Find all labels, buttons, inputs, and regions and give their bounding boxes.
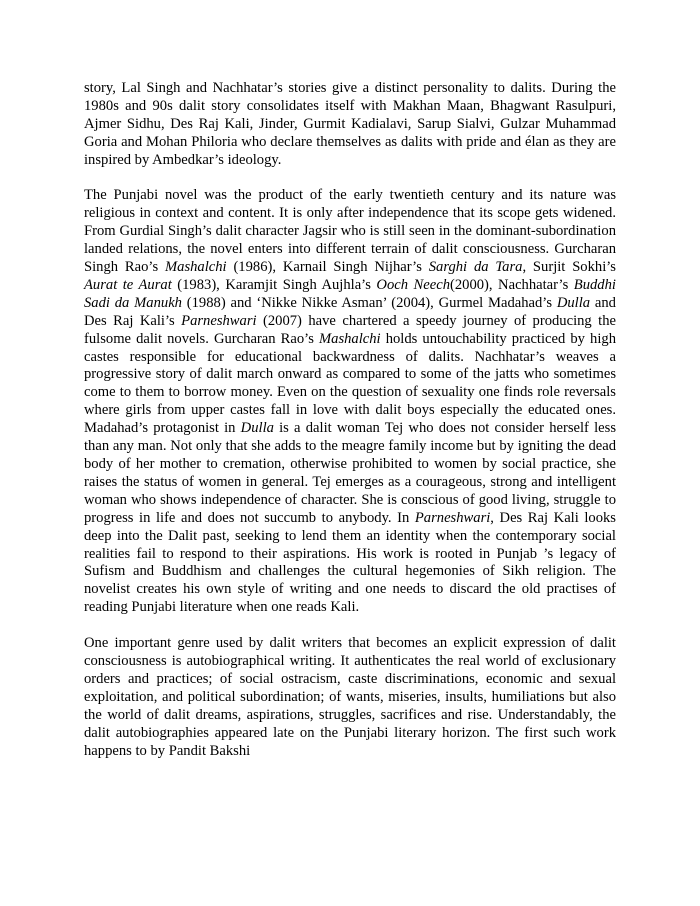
text-span: (1988) and ‘Nikke Nikke Asman’ (2004), Gurmel Madahad’s: [181, 294, 557, 311]
book-title: Parneshwari: [181, 312, 257, 329]
text-span: , Surjit Sokhi’s: [522, 259, 616, 276]
text-span: The Punjabi novel was the product of the early twentieth century and its nature was religious in context and content. It is only after independence that its scope gets widened. From Gurdial Singh’s dalit character Jagsir who is still seen in the dominant-subordination landed relations, the novel enters into different terrain of dalit consciousness. Gurcharan Singh Rao’s: [84, 187, 616, 276]
text-span: story, Lal Singh and Nachhatar’s stories give a distinct personality to dalits. During the 1980s and 90s dalit story consolidates itself with Makhan Maan, Bhagwant Rasulpuri, Ajmer Sidhu, Des Raj Kali, Jinder, Gurmit Kadialavi, Sarup Sialvi, Gulzar Muhammad Goria and Mohan Philoria who declare themselves as dalits with pride and élan as they are inspired by Ambedkar’s ideology.: [84, 80, 616, 168]
paragraph-1: [84, 80, 616, 170]
text-span: One important genre used by dalit writers that becomes an explicit expression of dalit consciousness is autobiographical writing. It authenticates the real world of exclusionary orders and practices; of social ostracism, caste discriminations, economic and sexual exploitation, and political subordination; of wants, miseries, insults, humiliations but also the world of dalit dreams, aspirations, struggles, sacrifices and rise. Understandably, the dalit autobiographies appeared late on the Punjabi literary horizon. The first such work happens to by Pandit Bakshi: [84, 635, 616, 759]
text-span: (1983), Karamjit Singh Aujhla’s: [171, 276, 377, 293]
book-title: Dulla: [240, 420, 274, 437]
paragraph-3: [84, 635, 616, 760]
text-span: (1986), Karnail Singh Nijhar’s: [226, 259, 429, 276]
book-title: Aurat te Aurat: [84, 276, 172, 293]
book-title: Mashalchi: [164, 259, 227, 276]
text-span: (2000), Nachhatar’s: [450, 276, 574, 293]
book-title: Ooch Neech: [376, 276, 450, 293]
paragraph-2: [84, 187, 616, 617]
book-title: Sarghi da Tara: [428, 259, 523, 276]
book-title: Buddhi Sadi da Manukh: [84, 276, 616, 311]
book-title: Dulla: [556, 294, 591, 311]
book-title: Parneshwari: [414, 509, 491, 526]
text-span: and Des Raj Kali’s: [84, 294, 616, 329]
body-text: [84, 80, 616, 760]
text-span: is a dalit woman Tej who does not consider herself less than any man. Not only that she adds to the meagre family income but by igniting the dead body of her mother to cremation, otherwise prohibited to women by social practice, she raises the status of women in general. Tej emerges as a courageous, strong and intelligent woman who shows independence of character. She is conscious of good living, struggle to progress in life and does not succumb to anybody. In: [84, 420, 616, 526]
text-span: (2007) have chartered a speedy journey of producing the fulsome dalit novels. Gurcharan Rao’s: [84, 312, 616, 347]
book-title: Mashalchi: [318, 330, 381, 347]
text-span: , Des Raj Kali looks deep into the Dalit past, seeking to lend them an identity when the contemporary social realities fail to respond to their aspirations. His work is rooted in Punjab ’s legacy of Sufism and Buddhism and challenges the cultural hegemonies of Sikh religion. The novelist creates his own style of writing and one needs to discard the old practises of reading Punjabi literature when one reads Kali.: [84, 509, 616, 616]
text-span: holds untouchability practiced by high castes responsible for educational backwardness of dalits. Nachhatar’s weaves a progressive story of dalit march onward as compared to some of the jatts who sometimes come to them to borrow money. Even on the question of sexuality one finds role reversals where girls from upper castes fall in love with dalit boys especially the educated ones. Madahad’s protagonist in: [84, 330, 616, 437]
